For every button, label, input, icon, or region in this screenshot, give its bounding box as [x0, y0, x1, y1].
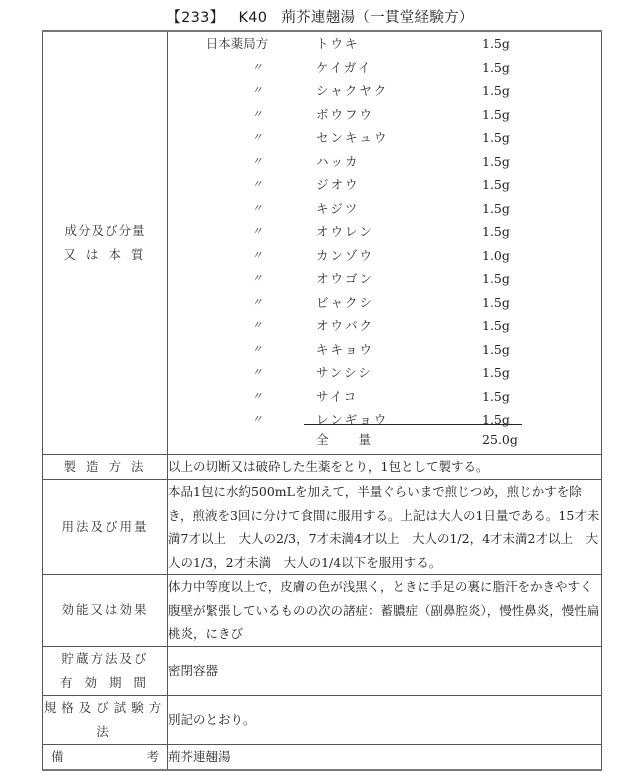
- ingredient-row: [168, 56, 601, 80]
- efficacy-label: 効能又は効果: [43, 575, 168, 647]
- ingredient-source: 〃: [251, 131, 263, 144]
- dosage-label: 用法及び用量: [43, 480, 168, 575]
- ingredient-amount: 1.5g: [482, 59, 510, 75]
- total-row: [168, 428, 601, 452]
- ingredient-row: [168, 244, 601, 268]
- ingredient-row: [168, 220, 601, 244]
- storage-text: 密閉容器: [168, 646, 602, 695]
- ingredient-name: ビャクシ: [316, 294, 375, 310]
- ingredient-amount: 1.5g: [482, 224, 510, 239]
- ingredient-source: 〃: [251, 319, 263, 332]
- remarks-text: 荊芥連翹湯: [168, 744, 602, 770]
- ingredient-name: カンゾウ: [316, 247, 375, 263]
- ingredient-name: センキュウ: [316, 130, 389, 145]
- ingredient-amount: 1.5g: [482, 106, 510, 122]
- ingredient-name: オウバク: [316, 318, 375, 333]
- formula-name: 荊芥連翹湯（一貫堂経験方）: [281, 10, 474, 26]
- composition-label-line1: 成分及び分量: [64, 223, 146, 238]
- ingredient-name: サイコ: [316, 388, 359, 404]
- ingredient-row: [168, 385, 601, 409]
- ingredient-amount: 1.5g: [482, 83, 510, 98]
- ingredient-row: [168, 291, 601, 315]
- ingredient-row: [168, 314, 601, 338]
- remarks-label: [43, 744, 168, 770]
- total-label-a: 全: [316, 432, 329, 447]
- specs-row: [43, 695, 602, 744]
- total-label: [316, 428, 371, 452]
- remarks-label-a: 備: [51, 748, 64, 764]
- ingredient-amount: 1.5g: [482, 388, 510, 404]
- composition-label: [43, 31, 168, 455]
- ingredient-row: [168, 32, 601, 56]
- storage-label-line1: 貯蔵方法及び: [61, 650, 149, 666]
- ingredient-source: 〃: [251, 248, 263, 262]
- ingredient-amount: 1.5g: [482, 294, 510, 310]
- ingredient-name: サンシシ: [316, 365, 373, 380]
- manufacturing-row: [43, 455, 602, 480]
- ingredient-source: 〃: [251, 225, 263, 238]
- ingredient-amount: 1.0g: [482, 247, 510, 263]
- specification-table: [42, 30, 602, 771]
- ingredient-row: [168, 361, 601, 385]
- ingredient-name: ボウフウ: [316, 106, 375, 122]
- ingredient-source: 〃: [251, 84, 263, 97]
- composition-label-line2: 又 は 本 質: [63, 247, 147, 262]
- ingredient-amount: 1.5g: [482, 153, 510, 169]
- ingredient-source: 〃: [251, 201, 263, 215]
- storage-label-line2: 有 効 期 間: [60, 674, 150, 690]
- storage-row: [43, 646, 602, 695]
- specs-text: 別記のとおり。: [168, 695, 602, 744]
- ingredient-source: 〃: [251, 272, 263, 285]
- ingredient-source: 〃: [251, 154, 263, 168]
- document-title: [0, 6, 640, 27]
- ingredient-row: [168, 79, 601, 103]
- ingredient-source: 〃: [251, 178, 263, 191]
- remarks-row: [43, 744, 602, 770]
- ingredient-amount: 1.5g: [482, 130, 510, 145]
- ingredient-source: 〃: [251, 366, 263, 379]
- ingredient-amount: 1.5g: [482, 412, 510, 427]
- ingredient-amount: 1.5g: [482, 365, 510, 380]
- ingredient-name: オウレン: [316, 224, 374, 239]
- dosage-row: [43, 480, 602, 575]
- ingredient-amount: 1.5g: [482, 341, 510, 357]
- ingredient-name: オウゴン: [316, 271, 375, 286]
- ingredient-row: [168, 103, 601, 127]
- ingredient-amount: 1.5g: [482, 318, 510, 333]
- ingredient-amount: 1.5g: [482, 200, 510, 216]
- ingredient-name: ハッカ: [316, 153, 360, 169]
- ingredient-source: 〃: [251, 107, 263, 121]
- ingredient-amount: 1.5g: [482, 36, 510, 51]
- remarks-label-b: 考: [146, 748, 159, 764]
- composition-content: [168, 31, 602, 455]
- entry-number: 【233】: [166, 10, 225, 26]
- total-label-b: 量: [358, 432, 372, 447]
- ingredient-row: [168, 267, 601, 291]
- ingredient-source: 〃: [251, 413, 263, 426]
- ingredient-row: [168, 126, 601, 150]
- ingredient-source: 日本薬局方: [205, 36, 269, 51]
- composition-row: [43, 31, 602, 455]
- ingredient-row: [168, 197, 601, 221]
- dosage-text: 本品1包に水約500mLを加えて，半量ぐらいまで煎じつめ，煎じかすを除き，煎液を3回に分けて食間に服用する。上記は大人の1日量である。15才未満7才以上 大人の2/3，7才未満4才以上 大人の1/2，4才未満2才以上 大人の1/3，2才未満 大人の1/4以下を服用する。: [168, 480, 602, 575]
- manufacturing-text: 以上の切断又は破砕した生薬をとり，1包として製する。: [168, 455, 602, 480]
- ingredient-source: 〃: [251, 342, 263, 356]
- product-code: K40: [238, 10, 268, 26]
- ingredient-name: キジツ: [316, 200, 360, 216]
- efficacy-row: [43, 575, 602, 647]
- specs-label: 規格及び試験方法: [43, 695, 168, 744]
- ingredient-source: 〃: [251, 389, 263, 403]
- ingredient-row: [168, 338, 601, 362]
- ingredient-row: [168, 173, 601, 197]
- ingredient-list: [168, 32, 601, 454]
- total-amount: 25.0g: [482, 432, 518, 447]
- ingredient-source: 〃: [251, 60, 263, 74]
- ingredient-name: シャクヤク: [316, 83, 389, 98]
- ingredient-name: トウキ: [316, 36, 360, 51]
- ingredient-source: 〃: [251, 295, 263, 309]
- ingredient-name: ジオウ: [316, 177, 360, 192]
- ingredient-row: [168, 408, 601, 432]
- manufacturing-label: 製 造 方 法: [43, 455, 168, 480]
- ingredient-amount: 1.5g: [482, 271, 510, 286]
- ingredient-name: レンギョウ: [316, 412, 389, 427]
- storage-label: [43, 646, 168, 695]
- ingredient-name: ケイガイ: [316, 59, 373, 75]
- ingredient-name: キキョウ: [316, 341, 375, 357]
- ingredient-row: [168, 150, 601, 174]
- ingredient-amount: 1.5g: [482, 177, 510, 192]
- efficacy-text: 体力中等度以上で，皮膚の色が浅黒く，ときに手足の裏に脂汗をかきやすく腹壁が緊張しているものの次の諸症：蓄膿症（副鼻腔炎），慢性鼻炎，慢性扁桃炎，にきび: [168, 575, 602, 647]
